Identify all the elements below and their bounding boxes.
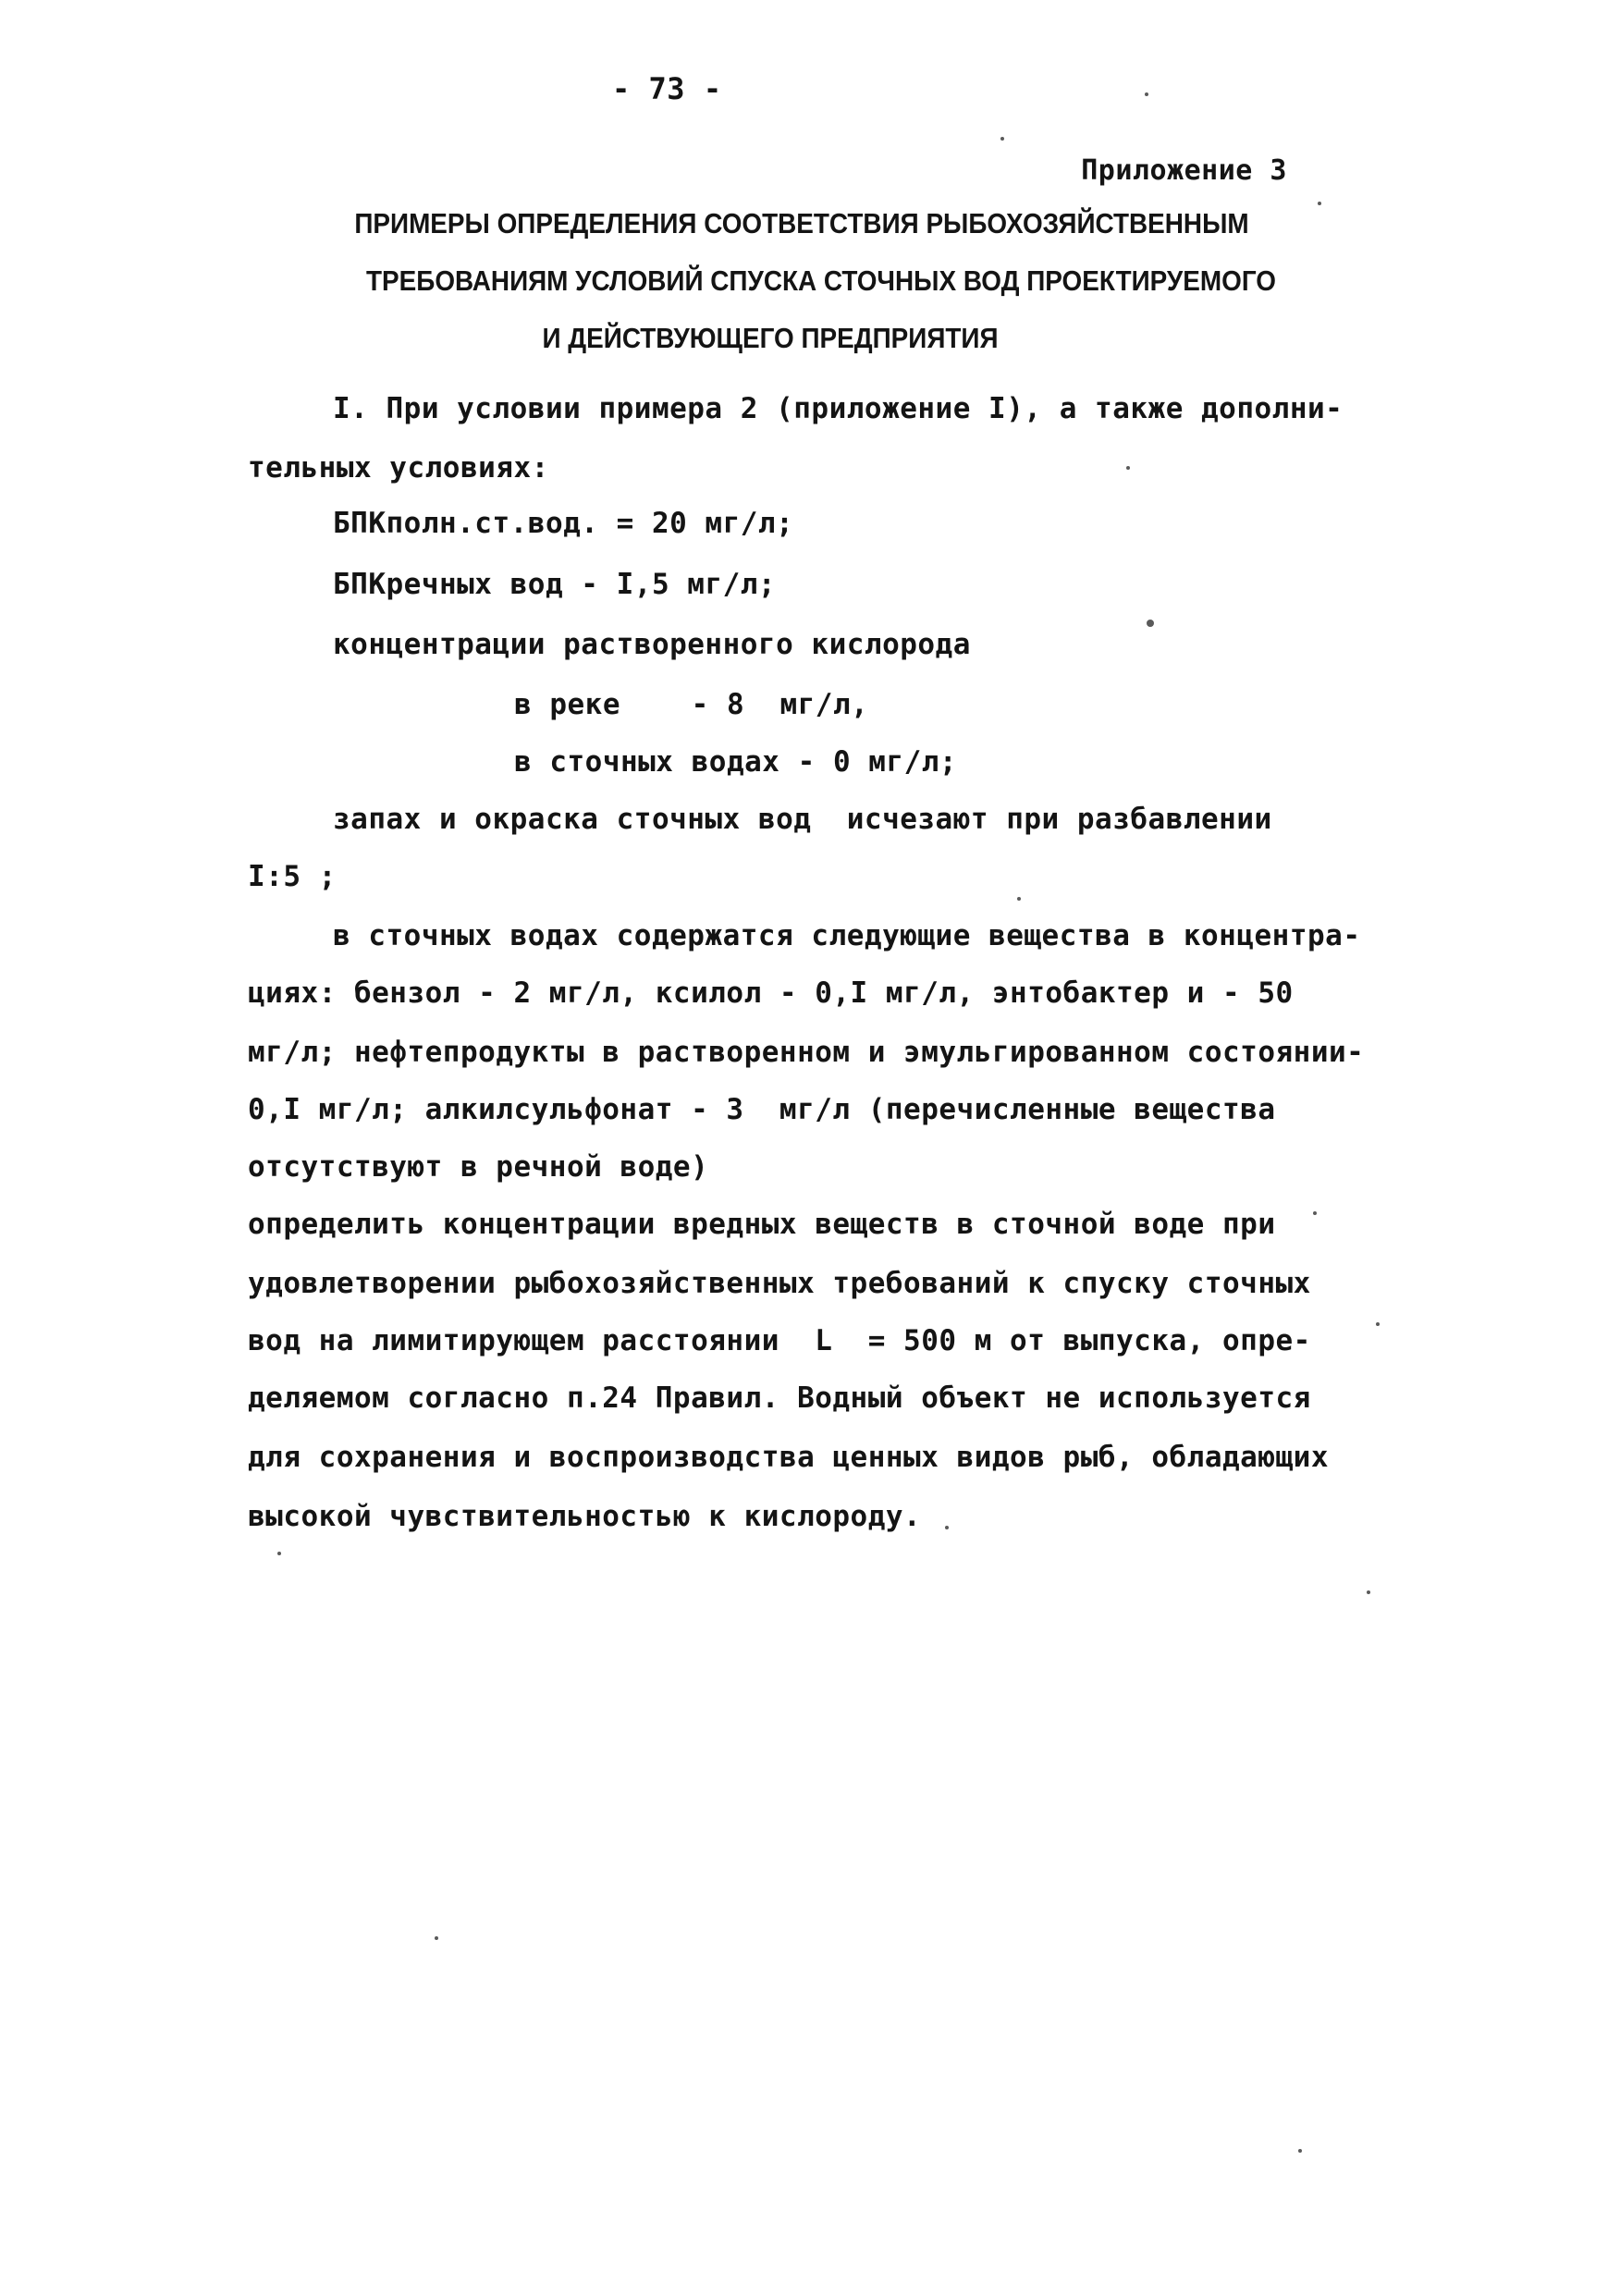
scan-speck [1000,137,1004,141]
scan-speck [435,1936,438,1940]
paragraph-line: в реке - 8 мг/л, [514,688,869,721]
paragraph-line: БПКречных вод - I,5 мг/л; [333,568,777,601]
paragraph-line: мг/л; нефтепродукты в растворенном и эмульгированном состоянии- [248,1036,1365,1069]
title-line-3: И ДЕЙСТВУЮЩЕГО ПРЕДПРИЯТИЯ [542,322,999,354]
paragraph-line: I. При условии примера 2 (приложение I), а также дополни- [333,392,1344,425]
scan-speck [1145,92,1148,96]
paragraph-line: 0,I мг/л; алкилсульфонат - 3 мг/л (перечисленные вещества [248,1093,1276,1126]
paragraph-line: в сточных водах - 0 мг/л; [514,745,958,779]
paragraph-line: циях: бензол - 2 мг/л, ксилол - 0,I мг/л, энтобактер и - 50 [248,976,1294,1010]
scan-speck [1313,1211,1317,1215]
scan-speck [1017,897,1021,901]
paragraph-line: отсутствуют в речной воде) [248,1150,709,1184]
paragraph-line: вод на лимитирующем расстоянии L = 500 м от выпуска, опре- [248,1324,1311,1357]
paragraph-line: I:5 ; [248,860,337,893]
paragraph-line: высокой чувствительностью к кислороду. [248,1500,922,1533]
scan-speck [277,1552,281,1555]
scan-speck [1376,1322,1380,1326]
paragraph-line: определить концентрации вредных веществ в сточной воде при [248,1208,1276,1241]
page-number: - 73 - [612,71,722,106]
scan-speck [945,1526,949,1529]
paragraph-line: деляемом согласно п.24 Правил. Водный объект не используется [248,1381,1311,1415]
appendix-label: Приложение 3 [1081,154,1287,187]
scan-speck [1367,1590,1370,1594]
title-line-2: ТРЕБОВАНИЯМ УСЛОВИЙ СПУСКА СТОЧНЫХ ВОД ПРОЕКТИРУЕМОГО [366,264,1276,297]
paragraph-line: для сохранения и воспроизводства ценных видов рыб, обладающих [248,1441,1329,1474]
paragraph-line: удовлетворении рыбохозяйственных требований к спуску сточных [248,1267,1311,1300]
paragraph-line: концентрации растворенного кислорода [333,628,971,661]
paragraph-line: БПКполн.ст.вод. = 20 мг/л; [333,507,794,540]
scan-speck [1318,202,1321,205]
paragraph-line: запах и окраска сточных вод исчезают при разбавлении [333,803,1272,836]
scan-speck [1298,2149,1302,2153]
scan-speck [1126,466,1130,470]
paragraph-line: в сточных водах содержатся следующие вещества в концентра- [333,919,1361,952]
paragraph-line: тельных условиях: [248,451,549,485]
scan-speck [1147,620,1154,627]
title-line-1: ПРИМЕРЫ ОПРЕДЕЛЕНИЯ СООТВЕТСТВИЯ РЫБОХОЗЯЙСТВЕННЫМ [354,207,1249,239]
